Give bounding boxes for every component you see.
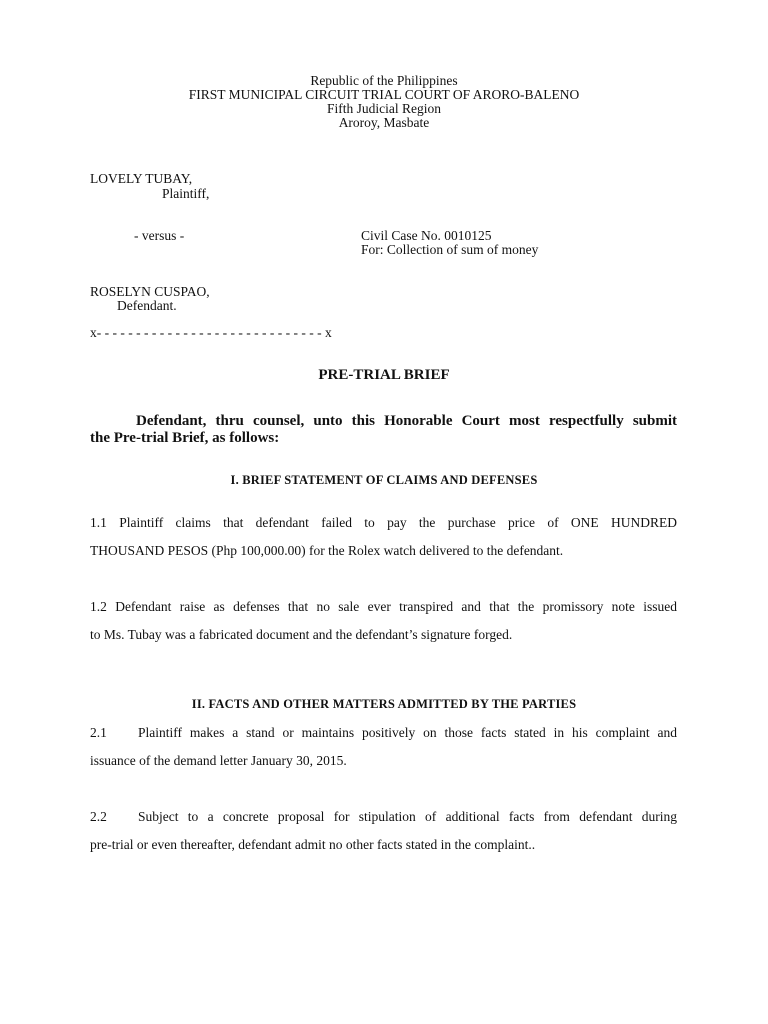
paragraph-2-1-line-1 — [90, 725, 677, 740]
header-region: Fifth Judicial Region — [327, 101, 441, 116]
intro-line-1-text: Defendant, thru counsel, unto this Honorable Court most respectfully submit — [136, 413, 677, 429]
paragraph-2-2-line-2: pre-trial or even thereafter, defendant admit no other facts stated in the complaint.. — [90, 837, 536, 852]
paragraph-2-1 — [90, 725, 677, 740]
header-court-name: FIRST MUNICIPAL CIRCUIT TRIAL COURT OF ARORO-BALENO — [188, 87, 580, 102]
caption-separator: x- - - - - - - - - - - - - - - - - - - - - - - - - - - - - x — [90, 325, 332, 340]
paragraph-1-1-line-1: 1.1 Plaintiff claims that defendant failed to pay the purchase price of ONE HUNDRED — [90, 515, 677, 530]
paragraph-2-2-line-1 — [90, 809, 677, 824]
intro-line-2: the Pre-trial Brief, as follows: — [90, 430, 280, 446]
document-title: PRE-TRIAL BRIEF — [318, 367, 450, 383]
header-location: Aroroy, Masbate — [338, 115, 430, 130]
section-1-heading: I. BRIEF STATEMENT OF CLAIMS AND DEFENSES — [230, 473, 538, 487]
defendant-role: Defendant. — [117, 298, 177, 313]
paragraph-1-1-line-2: THOUSAND PESOS (Php 100,000.00) for the Rolex watch delivered to the defendant. — [90, 543, 564, 558]
plaintiff-name: LOVELY TUBAY, — [90, 171, 193, 186]
paragraph-2-2 — [90, 809, 677, 824]
paragraph-1-1 — [90, 515, 677, 530]
paragraph-1-2-line-2: to Ms. Tubay was a fabricated document and the defendant’s signature forged. — [90, 627, 513, 642]
plaintiff-role: Plaintiff, — [162, 186, 210, 201]
paragraph-2-1-text: Plaintiff makes a stand or maintains positively on those facts stated in his complaint and — [138, 725, 677, 740]
paragraph-2-2-text: Subject to a concrete proposal for stipulation of additional facts from defendant during — [138, 809, 677, 824]
versus-label: - versus - — [134, 228, 185, 243]
civil-case-number: Civil Case No. 0010125 — [361, 228, 492, 243]
section-2-heading: II. FACTS AND OTHER MATTERS ADMITTED BY THE PARTIES — [191, 697, 577, 711]
defendant-name: ROSELYN CUSPAO, — [90, 284, 210, 299]
intro-line-1 — [136, 412, 677, 430]
paragraph-2-1-line-2: issuance of the demand letter January 30, 2015. — [90, 753, 347, 768]
paragraph-1-2 — [90, 599, 677, 614]
header-republic: Republic of the Philippines — [310, 73, 458, 88]
case-nature: For: Collection of sum of money — [361, 242, 539, 257]
paragraph-2-1-number: 2.1 — [90, 725, 107, 740]
paragraph-1-2-line-1: 1.2 Defendant raise as defenses that no sale ever transpired and that the promissory note issued — [90, 599, 677, 614]
paragraph-2-2-number: 2.2 — [90, 809, 107, 824]
